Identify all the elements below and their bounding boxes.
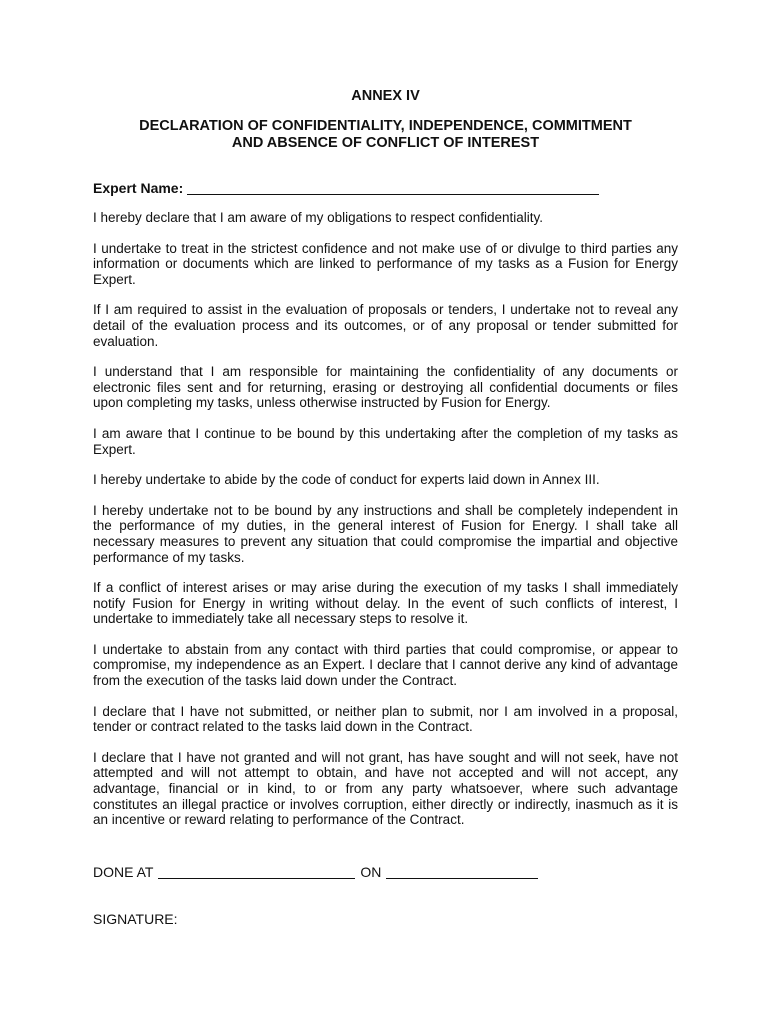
paragraph-continued-obligation: I am aware that I continue to be bound by this undertaking after the completion of my tasks as Expert. <box>93 425 678 457</box>
expert-name-field[interactable] <box>187 182 599 195</box>
signature-label: SIGNATURE: <box>93 910 178 927</box>
done-at-field[interactable] <box>158 866 355 879</box>
paragraph-confidentiality-awareness: I hereby declare that I am aware of my obligations to respect confidentiality. <box>93 210 543 225</box>
paragraph-document-handling: I understand that I am responsible for maintaining the confidentiality of any documents or electronic files sent and for returning, erasing or destroying all confidential documents or files upon completing my tasks, unless otherwise instructed by Fusion for Energy. <box>93 364 678 411</box>
paragraph-no-proposal: I declare that I have not submitted, or neither plan to submit, nor I am involved in a proposal, tender or contract related to the tasks laid down in the Contract. <box>93 703 678 735</box>
paragraph-code-of-conduct: I hereby undertake to abide by the code of conduct for experts laid down in Annex III. <box>93 472 600 488</box>
paragraph-evaluation-secrecy: If I am required to assist in the evaluation of proposals or tenders, I undertake not to reveal any detail of the evaluation process and its outcomes, or of any proposal or tender submitted for evaluation. <box>93 302 678 349</box>
done-at-row <box>93 864 678 880</box>
annex-heading: ANNEX IV <box>351 88 420 104</box>
document-title-line-2: AND ABSENCE OF CONFLICT OF INTEREST <box>231 134 540 151</box>
paragraph-third-party-contact: I undertake to abstain from any contact with third parties that could compromise, or appear to compromise, my independence as an Expert. I declare that I cannot derive any kind of advantage from the execution of the tasks laid down under the Contract. <box>93 641 678 689</box>
date-field[interactable] <box>386 866 538 879</box>
document-title <box>93 118 678 151</box>
expert-name-row <box>93 180 678 196</box>
paragraph-conflict-notification: If a conflict of interest arises or may arise during the execution of my tasks I shall immediately notify Fusion for Energy in writing without delay. In the event of such conflicts of interest, I undertake to immediately take all necessary steps to resolve it. <box>93 580 678 627</box>
document-title-line-1: DECLARATION OF CONFIDENTIALITY, INDEPENDENCE, COMMITMENT <box>139 118 632 134</box>
expert-name-label: Expert Name: <box>93 180 184 196</box>
paragraph-independence: I hereby undertake not to be bound by any instructions and shall be completely independent in the performance of my duties, in the general interest of Fusion for Energy. I shall take all necessary measures to prevent any situation that could compromise the impartial and objective performance of my tasks. <box>93 502 678 565</box>
done-at-label: DONE AT <box>93 863 154 880</box>
paragraph-no-advantage: I declare that I have not granted and will not grant, has have sought and will not seek, have not attempted and will not attempt to obtain, and have not accepted and will not accept, any advantage, financial or in kind, to or from any party whatsoever, where such advantage constitutes an illegal practice or involves corruption, either directly or indirectly, inasmuch as it is an incentive or reward relating to performance of the Contract. <box>93 749 678 828</box>
on-label: ON <box>360 863 382 880</box>
paragraph-strict-confidence: I undertake to treat in the strictest confidence and not make use of or divulge to third parties any information or documents which are linked to performance of my tasks as a Fusion for Energy Expert. <box>93 240 678 287</box>
